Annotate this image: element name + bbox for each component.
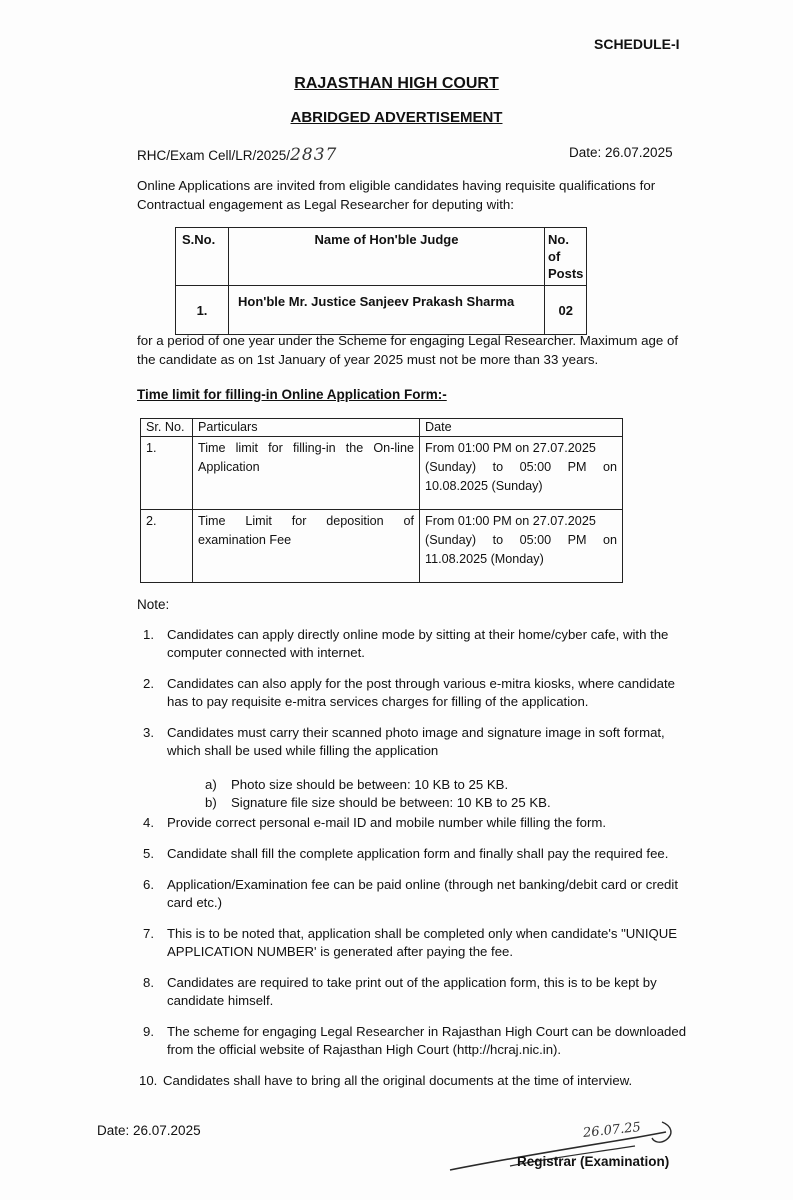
- list-item: 6. Application/Examination fee can be paid online (through net banking/debit card or credit card etc.): [143, 877, 678, 910]
- registrar-designation: Registrar (Examination): [517, 1154, 670, 1169]
- date-top: Date: 26.07.2025: [569, 145, 673, 160]
- sub-list-item: b) Signature file size should be between: 10 KB to 25 KB.: [205, 795, 551, 810]
- period-paragraph: for a period of one year under the Scheme for engaging Legal Researcher. Maximum age of the candidate as on 1st January of year 2025 must not be more than 33 years.: [137, 333, 679, 367]
- row-sno: 1.: [196, 302, 208, 318]
- list-item: 10. Candidates shall have to bring all the original documents at the time of interview.: [139, 1073, 633, 1088]
- list-item: 5. Candidate shall fill the complete application form and finally shall pay the required fee.: [143, 846, 669, 861]
- handwritten-number: 2837: [290, 145, 338, 165]
- row-date: From 01:00 PM on 27.07.2025 (Sunday) to 05:00 PM on 10.08.2025 (Sunday): [420, 437, 623, 510]
- row-date: From 01:00 PM on 27.07.2025 (Sunday) to 05:00 PM on 11.08.2025 (Monday): [420, 510, 623, 583]
- row-judge-name: Hon'ble Mr. Justice Sanjeev Prakash Sharma: [238, 293, 515, 309]
- time-table-header: [141, 419, 623, 437]
- time-limit-table: [140, 418, 623, 583]
- header-date: Date: [420, 419, 623, 437]
- note-label: Note:: [137, 597, 170, 612]
- header-sno: S.No.: [182, 232, 216, 247]
- list-item: 3. Candidates must carry their scanned photo image and signature image in soft format, which shall be used while filling the application: [143, 725, 665, 758]
- sub-list-item: a) Photo size should be between: 10 KB to 25 KB.: [205, 777, 509, 792]
- row-particulars: Time Limit for deposition of examination Fee: [193, 510, 420, 583]
- time-limit-title: Time limit for filling-in Online Application Form:-: [137, 387, 447, 402]
- list-item: 1. Candidates can apply directly online mode by sitting at their home/cyber cafe, with the computer connected with internet.: [143, 627, 669, 660]
- schedule-label: SCHEDULE-I: [594, 36, 680, 52]
- reference-number: [137, 145, 337, 165]
- row-no: 2.: [141, 510, 193, 583]
- table-row: [176, 286, 587, 335]
- header-judge-name: Name of Hon'ble Judge: [314, 232, 459, 247]
- list-item: 9. The scheme for engaging Legal Researcher in Rajasthan High Court can be downloaded from the official website of Rajasthan High Court (http://hcraj.nic.in).: [143, 1024, 687, 1057]
- header-sr-no: Sr. No.: [141, 419, 193, 437]
- table-row: [141, 437, 623, 510]
- notes-list: [139, 626, 688, 1090]
- court-name: RAJASTHAN HIGH COURT: [294, 75, 499, 92]
- row-particulars: Time limit for filling-in the On-line Application: [193, 437, 420, 510]
- row-no: 1.: [141, 437, 193, 510]
- intro-paragraph: Online Applications are invited from eligible candidates having requisite qualifications for Contractual engagement as Legal Researcher for deputing with:: [137, 178, 656, 212]
- header-particulars: Particulars: [193, 419, 420, 437]
- judge-table: [175, 227, 587, 335]
- document-title: ABRIDGED ADVERTISEMENT: [290, 109, 503, 126]
- list-item: 2. Candidates can also apply for the post through various e-mitra kiosks, where candidate has to pay requisite e-mitra services charges for filling of the application.: [143, 676, 675, 709]
- row-posts: 02: [558, 302, 573, 318]
- judge-table-header: [176, 228, 587, 286]
- table-row: [141, 510, 623, 583]
- date-bottom: Date: 26.07.2025: [97, 1123, 201, 1138]
- reference-prefix: RHC/Exam Cell/LR/2025/: [137, 148, 291, 163]
- signature-date: 26.07.25: [582, 1120, 642, 1141]
- list-item: 8. Candidates are required to take print out of the application form, this is to be kept by candidate himself.: [143, 975, 657, 1008]
- list-item: 4. Provide correct personal e-mail ID and mobile number while filling the form.: [143, 815, 607, 830]
- list-item: 7. This is to be noted that, application shall be completed only when candidate's "UNIQUE APPLICATION NUMBER' is generated after paying the fee.: [143, 926, 678, 959]
- header-posts: No. of Posts: [548, 232, 584, 281]
